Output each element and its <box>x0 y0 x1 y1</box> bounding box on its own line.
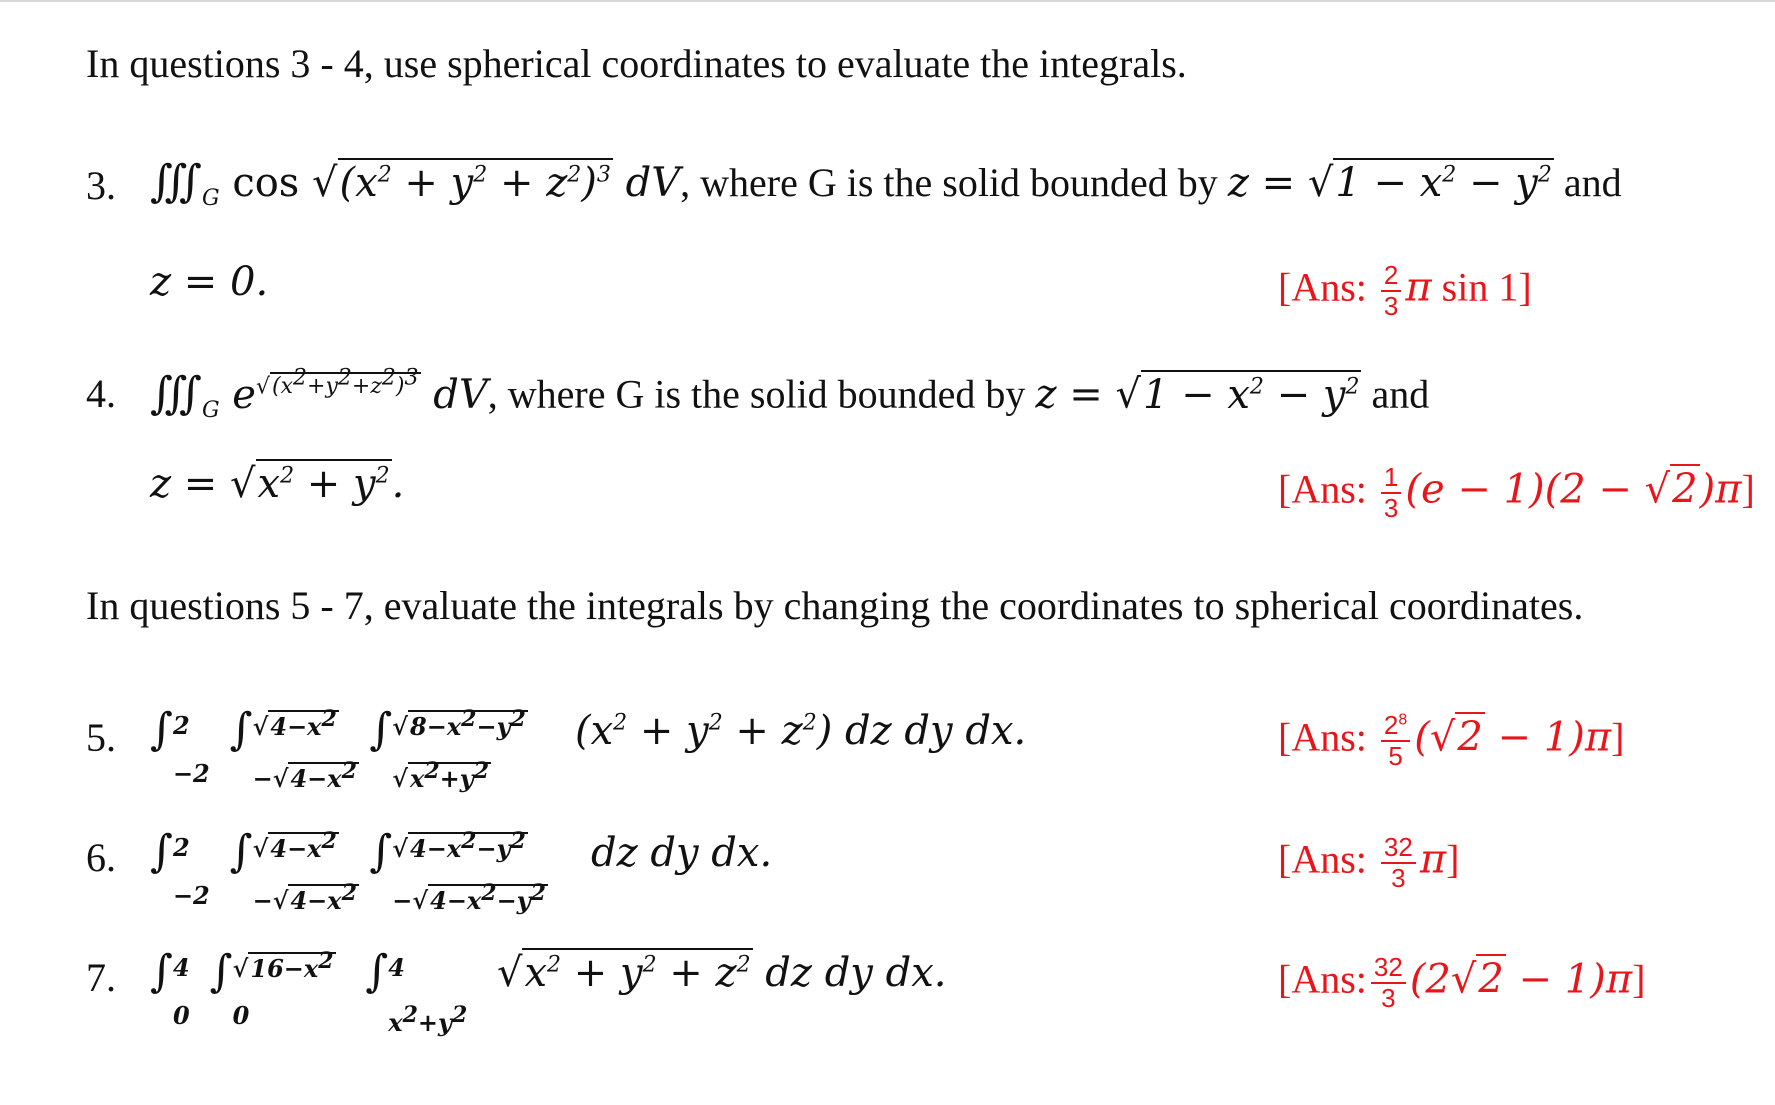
section-heading-1: In questions 3 - 4, use spherical coordinates to evaluate the integrals. <box>86 41 1187 86</box>
question-5-number: 5. <box>86 715 116 760</box>
question-5-answer: [Ans: $\frac{2^8}{5}$ (√2 − 1)π] <box>1278 710 1625 772</box>
question-3-integral: $∭_G$ $\cos √(x^2 + y^2 + z^2)^3$ dV <box>150 156 681 211</box>
question-3-text: , where G is the solid bounded by <box>680 160 1218 205</box>
question-7-number: 7. <box>86 955 116 1000</box>
question-4-and: and <box>1371 371 1430 417</box>
question-3-bound-1: $z = √1 - x^2 - y^2$ <box>1227 160 1552 206</box>
question-6-integral: ∫ 2 −2 ∫ $√4-x^2$ $-√4-x^2$ ∫ $√4-x^2-y^2$ $-√4-x^2-y^2$ dz dy dx. <box>150 826 773 915</box>
question-3-number: 3. <box>86 163 116 208</box>
question-3-bound-2: z = 0. <box>150 259 269 305</box>
section-heading-2: In questions 5 - 7, evaluate the integrals by changing the coordinates to spherical coordinates. <box>86 583 1584 628</box>
question-4-bound-1: $z = √1 - x^2 - y^2$ <box>1035 371 1360 418</box>
question-4-integral: $∭_G$ $e^{√(x^2+y^2+z^2)^3}$ dV <box>150 366 488 423</box>
top-border <box>0 0 1775 2</box>
question-5-integral: ∫ 2 −2 ∫ $√4-x^2$ $-√4-x^2$ ∫ $√8-x^2-y^2$ $√x^2+y^2$ $(x^2 + y^2 + z^2)$ dz dy dx. <box>150 704 1027 793</box>
question-7-integral: ∫ 4 0 ∫ $√16-x^2$ 0 ∫ 4 $x^2+y^2$ $√x^2 + y^2 + z^2$ dz dy dx. <box>150 946 947 1037</box>
question-4-text: , where G is the solid bounded by <box>487 371 1026 417</box>
question-3-and: and <box>1563 160 1622 205</box>
question-4-number: 4. <box>86 371 116 416</box>
question-3-answer: [Ans: $\frac{2}{3}$ π sin 1] <box>1278 260 1532 322</box>
question-3-line-1 <box>150 156 1622 211</box>
question-4-line-1 <box>150 368 1429 422</box>
question-4-answer: [Ans: $\frac{1}{3}$ (e − 1)(2 − √2)π] <box>1278 462 1755 524</box>
question-6-answer: [Ans: $\frac{32}{3}$ π] <box>1278 832 1460 894</box>
question-7-answer: [Ans: $\frac{32}{3}$ (2√2 − 1)π] <box>1278 952 1646 1014</box>
question-4-bound-2: $z = √x^2 + y^2$. <box>150 461 405 507</box>
question-6-number: 6. <box>86 835 116 880</box>
